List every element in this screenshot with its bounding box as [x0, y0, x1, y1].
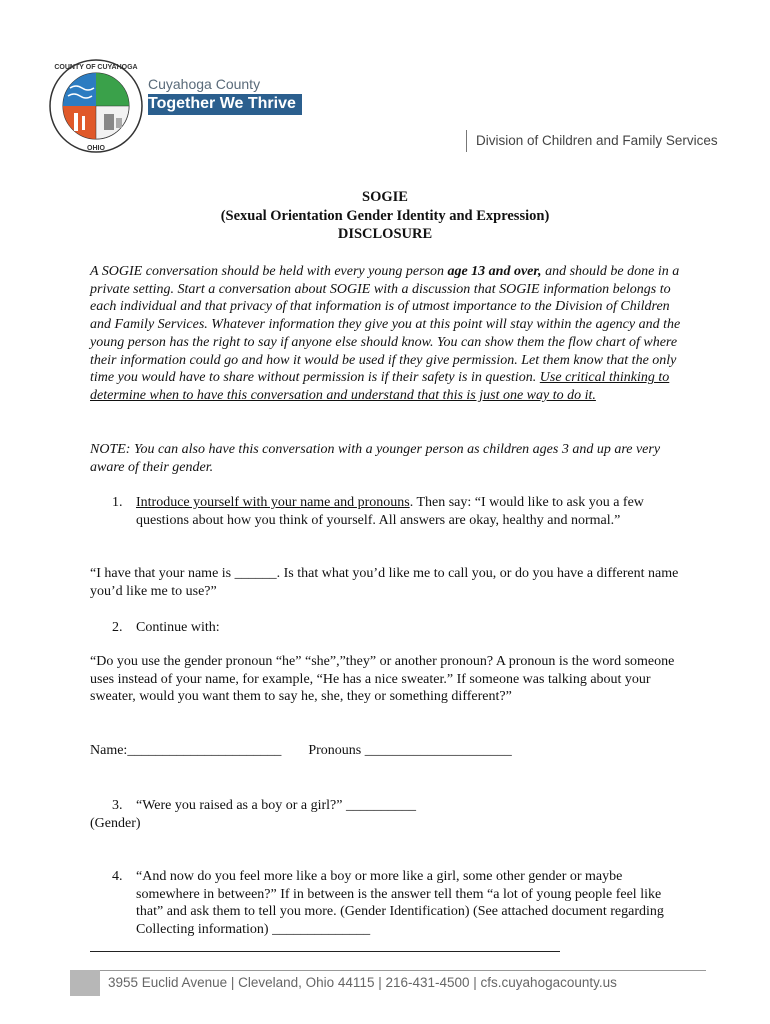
footer-address: 3955 Euclid Avenue | Cleveland, Ohio 44115 | 216-431-4500 | cfs.cuyahogacounty.us — [108, 975, 617, 990]
tagline: Together We Thrive — [148, 94, 302, 115]
footer-accent-box — [70, 970, 100, 996]
intro-text-2: and should be done in a private setting. Start a conversation about SOGIE with a discussion that SOGIE information belongs to each individual and that privacy of that information is of utmost importance to the Division of Children and Family Services. Whatever information they give you at this point will stay within the agency and the young person has the right to say if anyone else should know. You can show them the flow chart of where their information could go and how it would be used if they give permission. Let them know that the only time you would have to share without permission is if their safety is in question. — [90, 264, 681, 386]
intro-paragraph — [90, 263, 690, 405]
step-1-body: . Then say: “I would like to ask you a few questions about how you think of yourself. All answers are okay, healthy and normal.” — [136, 495, 644, 528]
pronoun-question: “Do you use the gender pronoun “he” “she”,”they” or another pronoun? A pronoun is the word someone uses instead of your name, for example, “He has a nice sweater.” If someone was talking about your sweater, would you want them to say he, she, they or something different?” — [90, 654, 675, 705]
name-field[interactable]: Name:______________________ — [90, 743, 282, 758]
intro-age-emphasis: age 13 and over, — [447, 264, 542, 279]
title-line-3: DISCLOSURE — [337, 226, 433, 242]
footer — [70, 970, 706, 996]
county-seal-logo — [48, 58, 144, 154]
seal-top-text: COUNTY OF CUYAHOGA — [54, 64, 138, 71]
step-2-text: Continue with: — [136, 620, 220, 635]
title-line-2: (Sexual Orientation Gender Identity and Expression) — [220, 207, 550, 224]
step-4-text: “And now do you feel more like a boy or more like a girl, some other gender or maybe somewhere in between?” If in between is the answer tell them “a lot of young people feel like that” and ask them to tell you more. (Gender Identification) (See attached document regarding Collecting information) ______________ — [136, 869, 664, 938]
step-3 — [112, 797, 416, 815]
division-name: Division of Children and Family Services — [476, 133, 718, 148]
step-1 — [112, 494, 672, 529]
intro-text-1: A SOGIE conversation should be held with every young person — [90, 264, 448, 279]
step-2-number: 2. — [112, 620, 123, 635]
gender-label: (Gender) — [90, 816, 141, 831]
title-line-1: SOGIE — [362, 189, 408, 205]
step-1-heading: Introduce yourself with your name and pronouns — [136, 495, 410, 510]
top-bar — [0, 0, 770, 36]
document-title — [90, 188, 680, 244]
footer-rule — [70, 970, 706, 971]
note-paragraph: NOTE: You can also have this conversation with a younger person as children ages 3 and up are very aware of their gender. — [90, 442, 661, 475]
step-3-number: 3. — [112, 798, 123, 813]
step-1-number: 1. — [112, 495, 123, 510]
division-divider — [466, 130, 467, 152]
intro-critical-thinking: Use critical thinking to determine when to have this conversation and understand that this is just one way to do it. — [90, 370, 670, 403]
step-3-text: “Were you raised as a boy or a girl?” __________ — [136, 798, 416, 813]
name-pronouns-fields — [90, 743, 512, 759]
step-4 — [112, 868, 672, 939]
step-1-text — [136, 494, 672, 529]
county-name: Cuyahoga County — [148, 76, 261, 92]
answer-line — [90, 951, 560, 952]
seal-bottom-text: OHIO — [87, 145, 105, 152]
pronouns-field[interactable]: Pronouns _____________________ — [308, 743, 512, 758]
step-4-number: 4. — [112, 869, 123, 884]
name-question: “I have that your name is ______. Is that what you’d like me to call you, or do you have a different name you’d like me to use?” — [90, 566, 679, 599]
step-2 — [112, 619, 220, 637]
